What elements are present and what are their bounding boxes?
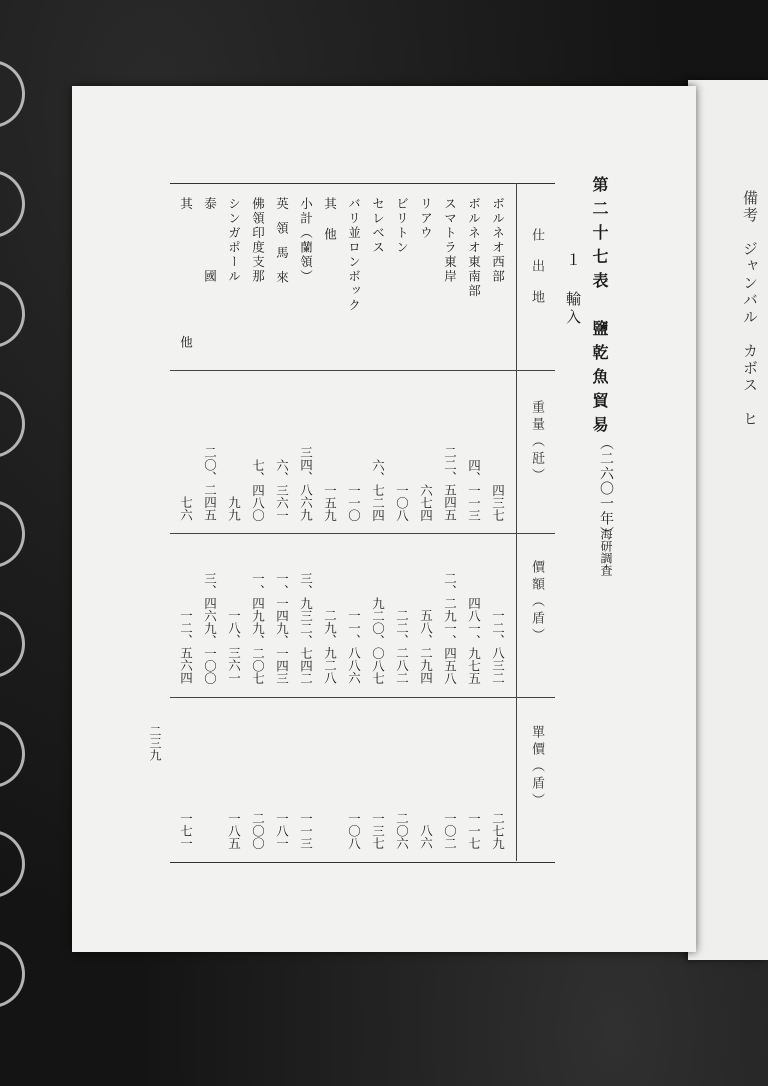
unit-price-cell: 二七九 (490, 811, 506, 849)
value-cell: 一二、五六四 (178, 609, 194, 684)
header-weight: 重量（瓩） (529, 400, 544, 485)
value-cell: 二九、九二八 (322, 609, 338, 684)
weight-cell: 二二、五四五 (442, 446, 458, 521)
next-page-edge (688, 80, 768, 960)
trade-table (170, 183, 555, 863)
unit-price-cell: 一三七 (370, 811, 386, 849)
value-cell: 五八、二九四 (418, 609, 434, 684)
unit-price-cell: 一〇八 (346, 811, 362, 849)
value-cell: 二二、二八二 (394, 609, 410, 684)
unit-price-cell: 二〇六 (394, 811, 410, 849)
value-cell: 一、一四九、一四三 (274, 571, 290, 684)
value-cell: 一八、三六一 (226, 609, 242, 684)
next-page-text: 備考 ジャンバル カボス ヒ (741, 190, 759, 428)
value-cell: 一、四九九、二〇七 (250, 571, 266, 684)
unit-price-cell: 一七一 (178, 811, 194, 849)
origin-cell: バリ並ロンボック (346, 197, 362, 313)
weight-cell: 六、三六一 (274, 458, 290, 521)
header-divider (170, 370, 555, 371)
unit-price-cell: 一八五 (226, 811, 242, 849)
header-value: 價額（盾） (529, 560, 544, 645)
weight-cell: 七六 (178, 496, 194, 521)
origin-cell: セレベス (370, 197, 386, 255)
origin-cell: 其他 (178, 197, 194, 474)
weight-cell: 七、四八〇 (250, 458, 266, 521)
section-label: １ 輸入 (564, 252, 582, 327)
origin-cell: ボルネオ東南部 (466, 197, 482, 299)
unit-price-cell: 一八一 (274, 811, 290, 849)
value-cell: 四八一、九七五 (466, 596, 482, 684)
origin-cell: 英領馬來 (274, 197, 290, 295)
header-rule (516, 183, 517, 861)
weight-cell: 三四、八六九 (298, 446, 314, 521)
weight-cell: 六七四 (418, 483, 434, 521)
weight-cell: 一一〇 (346, 483, 362, 521)
value-cell: 一一、八八六 (346, 609, 362, 684)
unit-price-cell: 八六 (418, 824, 434, 849)
unit-price-cell: 一一七 (466, 811, 482, 849)
origin-cell: 佛領印度支那 (250, 197, 266, 284)
weight-cell: 二〇、二四五 (202, 446, 218, 521)
value-cell: 九二〇、〇八七 (370, 596, 386, 684)
weight-cell: 九九 (226, 496, 242, 521)
unit-price-cell: 二〇〇 (250, 811, 266, 849)
weight-cell: 一五九 (322, 483, 338, 521)
page-number: 二三九 (148, 725, 162, 761)
origin-cell: シンガポール (226, 197, 242, 284)
header-origin: 仕出地 (529, 228, 544, 321)
value-cell: 三、九三二、七四二 (298, 571, 314, 684)
origin-cell: ビリトン (394, 197, 410, 255)
header-unit-price: 單價（盾） (529, 725, 544, 810)
value-cell: 二、二九一、四五八 (442, 571, 458, 684)
weight-cell: 四三七 (490, 483, 506, 521)
origin-cell: スマトラ東岸 (442, 197, 458, 284)
source-note: 海研調査 (599, 528, 613, 576)
column-divider (170, 533, 555, 534)
unit-price-cell: 一〇二 (442, 811, 458, 849)
value-cell: 一二、八三二 (490, 609, 506, 684)
value-cell: 三、四六九、一〇〇 (202, 571, 218, 684)
weight-cell: 四、一一三 (466, 458, 482, 521)
origin-cell: リアウ (418, 197, 434, 241)
column-divider (170, 697, 555, 698)
weight-cell: 一〇八 (394, 483, 410, 521)
table-title: 第二十七表 鹽乾魚貿易 (590, 176, 609, 440)
origin-cell: ボルネオ西部 (490, 197, 506, 284)
unit-price-cell: 一一三 (298, 811, 314, 849)
origin-cell: 其他 (322, 197, 338, 258)
origin-cell: 小計（蘭領） (298, 197, 314, 284)
weight-cell: 六、七二四 (370, 458, 386, 521)
origin-cell: 泰國 (202, 197, 218, 342)
table-year: （二六〇一年） (598, 436, 614, 541)
